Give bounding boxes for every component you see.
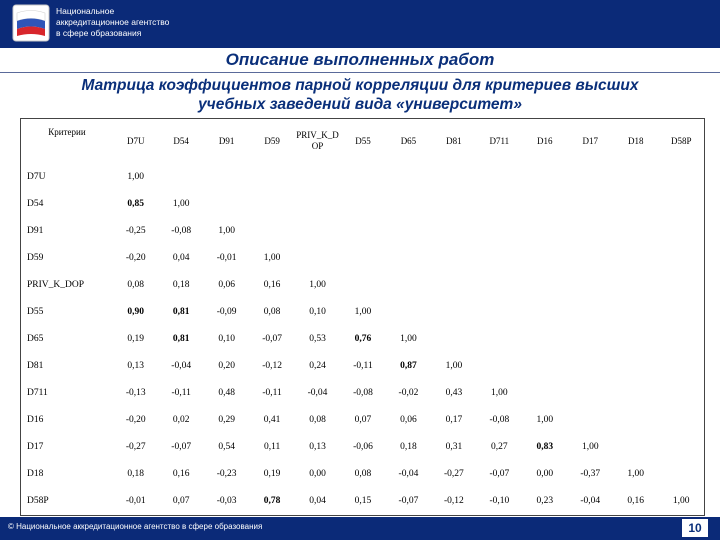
org-line-3: в сфере образования <box>56 28 142 38</box>
table-cell: 0,06 <box>400 415 417 426</box>
table-cell: 0,13 <box>309 442 326 453</box>
table-cell <box>431 325 476 352</box>
header-bar <box>0 0 720 48</box>
table-cell <box>613 325 658 352</box>
table-row <box>21 298 704 325</box>
table-header-row <box>21 119 704 163</box>
row-label: D16 <box>27 415 44 426</box>
table-cell <box>477 352 522 379</box>
table-cell: 0,76 <box>354 333 372 344</box>
table-cell <box>158 163 203 190</box>
table-cell: 0,08 <box>309 415 326 426</box>
table-cell: 0,04 <box>172 252 190 263</box>
table-cell: -0,08 <box>171 225 192 236</box>
table-cell: 0,08 <box>354 469 372 480</box>
table-cell <box>568 271 613 298</box>
table-cell: -0,01 <box>216 252 237 263</box>
table-cell: -0,08 <box>489 415 510 426</box>
organization-name <box>56 6 169 39</box>
table-cell <box>477 163 522 190</box>
table-cell <box>295 217 340 244</box>
table-cell <box>340 244 385 271</box>
table-cell <box>522 298 567 325</box>
table-cell <box>477 325 522 352</box>
row-label: D55 <box>27 306 44 317</box>
table-cell <box>522 380 567 407</box>
table-cell: 0,43 <box>445 388 463 399</box>
table-cell <box>658 217 704 244</box>
table-cell <box>477 217 522 244</box>
table-cell: -0,08 <box>353 388 373 399</box>
table-cell: 1,00 <box>491 388 508 399</box>
table-cell: -0,04 <box>398 469 419 480</box>
table-cell <box>613 352 658 379</box>
table-cell: -0,07 <box>171 442 192 453</box>
table-cell: 0,53 <box>309 333 326 344</box>
table-cell <box>431 244 476 271</box>
table-cell <box>568 325 613 352</box>
matrix-title <box>20 76 700 114</box>
table-cell <box>431 163 476 190</box>
table-cell: 0,27 <box>491 442 508 453</box>
table-cell: 0,10 <box>309 306 326 317</box>
table-cell <box>658 163 704 190</box>
table-cell <box>340 217 385 244</box>
table-cell: 0,81 <box>172 333 190 344</box>
table-cell: 1,00 <box>400 333 417 344</box>
table-cell: 0,07 <box>354 415 372 426</box>
row-label: D81 <box>27 360 44 371</box>
table-cell <box>658 325 704 352</box>
table-cell <box>658 190 704 217</box>
table-cell: 0,18 <box>400 442 417 453</box>
column-header: D54 <box>173 136 189 146</box>
table-cell <box>295 163 340 190</box>
correlation-table <box>20 118 705 516</box>
table-cell <box>477 244 522 271</box>
table-cell: 0,20 <box>218 360 235 371</box>
table-cell <box>204 163 249 190</box>
table-cell <box>568 407 613 434</box>
section-header <box>0 48 720 73</box>
table-cell: -0,27 <box>125 442 146 453</box>
table-cell <box>249 190 294 217</box>
table-cell: 0,85 <box>127 198 145 209</box>
table-cell: 0,81 <box>172 306 190 317</box>
table-cell <box>477 271 522 298</box>
table-cell: -0,11 <box>262 388 282 399</box>
column-header: D81 <box>446 136 462 146</box>
table-cell <box>249 163 294 190</box>
table-cell: -0,13 <box>125 388 146 399</box>
row-label: D18 <box>27 469 44 480</box>
table-cell: 1,00 <box>536 415 554 426</box>
table-cell <box>386 190 431 217</box>
table-cell: 0,06 <box>218 279 235 290</box>
table-cell: 0,16 <box>627 496 645 507</box>
table-cell <box>386 244 431 271</box>
table-cell: 0,08 <box>127 279 145 290</box>
table-row <box>21 461 704 488</box>
table-row <box>21 488 704 515</box>
table-cell <box>477 298 522 325</box>
table-cell: -0,25 <box>125 225 146 236</box>
table-cell: 0,29 <box>218 415 235 426</box>
table-cell: 1,00 <box>445 360 463 371</box>
table-cell <box>613 407 658 434</box>
footer-copyright: © Национальное аккредитационное агентство в сфере образования <box>8 522 263 531</box>
row-label: PRIV_K_DOP <box>27 279 85 290</box>
table-cell <box>386 217 431 244</box>
table-cell <box>658 352 704 379</box>
row-label: D7U <box>27 171 46 182</box>
table-cell <box>658 298 704 325</box>
table-cell: -0,07 <box>489 469 510 480</box>
table-cell <box>295 244 340 271</box>
table-cell <box>431 190 476 217</box>
table-cell <box>340 271 385 298</box>
table-cell <box>522 190 567 217</box>
table-cell <box>568 244 613 271</box>
table-row <box>21 325 704 352</box>
table-cell: 0,41 <box>263 415 281 426</box>
table-cell: 0,54 <box>218 442 235 453</box>
table-cell <box>613 190 658 217</box>
table-cell <box>568 217 613 244</box>
org-line-1: Национальное <box>56 6 115 16</box>
table-cell <box>522 352 567 379</box>
table-cell <box>431 217 476 244</box>
table-row <box>21 380 704 407</box>
table-cell: -0,01 <box>125 496 146 507</box>
table-cell: 0,24 <box>309 360 326 371</box>
footer-bar <box>0 517 720 540</box>
table-cell: 0,23 <box>536 496 554 507</box>
table-cell: -0,11 <box>353 360 373 371</box>
table-cell: -0,04 <box>171 360 192 371</box>
table-cell <box>568 298 613 325</box>
table-cell: -0,06 <box>353 442 373 453</box>
column-header: D16 <box>537 136 553 146</box>
table-cell <box>658 407 704 434</box>
table-cell <box>613 271 658 298</box>
table-row <box>21 434 704 461</box>
table-cell: 0,16 <box>172 469 190 480</box>
org-line-2: аккредитационное агентство <box>56 17 170 27</box>
table-cell <box>386 163 431 190</box>
column-header: D7U <box>126 136 145 146</box>
table-cell <box>522 244 567 271</box>
table-cell <box>568 380 613 407</box>
table-cell <box>658 271 704 298</box>
page-number: 10 <box>682 519 708 537</box>
table-row <box>21 163 704 190</box>
table-cell: 0,87 <box>400 360 417 371</box>
column-header: D18 <box>627 136 644 146</box>
table-cell <box>613 163 658 190</box>
table-cell <box>613 434 658 461</box>
column-header: D58P <box>670 136 692 146</box>
table-cell: -0,37 <box>580 469 601 480</box>
matrix-title-line-1: Матрица коэффициентов парной корреляции для критериев высших <box>81 77 639 94</box>
table-cell: 0,04 <box>309 496 326 507</box>
table-cell: 0,13 <box>127 360 145 371</box>
table-cell <box>386 271 431 298</box>
table-cell: 1,00 <box>127 171 145 182</box>
table-cell <box>613 380 658 407</box>
table-cell: 0,00 <box>309 469 326 480</box>
table-cell: 0,02 <box>172 415 190 426</box>
column-header: D65 <box>400 136 417 146</box>
row-label: D711 <box>27 388 48 399</box>
table-cell: 0,48 <box>218 388 235 399</box>
table-cell <box>568 352 613 379</box>
table-cell: -0,04 <box>307 388 328 399</box>
table-cell: -0,07 <box>398 496 419 507</box>
table-cell: 0,17 <box>445 415 463 426</box>
table-row <box>21 271 704 298</box>
table-cell: -0,23 <box>216 469 237 480</box>
section-title: Описание выполненных работ <box>225 50 495 69</box>
matrix-title-line-2: учебных заведений вида «университет» <box>198 96 522 113</box>
table-cell: 0,10 <box>218 333 235 344</box>
column-header: D55 <box>355 136 371 146</box>
row-label: D17 <box>27 442 44 453</box>
table-row <box>21 190 704 217</box>
table-cell <box>295 190 340 217</box>
table-cell: 0,18 <box>172 279 190 290</box>
table-cell: -0,04 <box>580 496 601 507</box>
column-header: D59 <box>264 136 280 146</box>
table-cell <box>340 163 385 190</box>
agency-logo-icon <box>12 4 50 42</box>
table-cell: 0,18 <box>127 469 145 480</box>
table-cell: 0,31 <box>445 442 463 453</box>
table-cell: 1,00 <box>581 442 599 453</box>
table-cell: -0,03 <box>216 496 237 507</box>
table-cell: -0,11 <box>171 388 191 399</box>
table-cell: 0,83 <box>536 442 554 453</box>
table-row <box>21 217 704 244</box>
table-cell <box>522 163 567 190</box>
table-cell <box>658 434 704 461</box>
row-label: D54 <box>27 198 44 209</box>
table-cell: 0,00 <box>536 469 554 480</box>
table-cell: 0,11 <box>263 442 281 453</box>
table-cell: -0,12 <box>444 496 464 507</box>
table-cell <box>658 380 704 407</box>
table-cell <box>431 271 476 298</box>
table-cell: 0,15 <box>354 496 372 507</box>
table-cell: 0,19 <box>127 333 145 344</box>
table-cell <box>613 217 658 244</box>
table-cell: 0,07 <box>172 496 190 507</box>
table-cell: 1,00 <box>627 469 645 480</box>
table-cell <box>340 190 385 217</box>
table-cell <box>613 298 658 325</box>
table-cell: 0,08 <box>263 306 281 317</box>
corner-label: Критерии <box>48 127 86 137</box>
table-cell <box>477 190 522 217</box>
table-cell: 1,00 <box>672 496 690 507</box>
table-cell: -0,12 <box>262 360 282 371</box>
table-cell <box>568 163 613 190</box>
table-cell: -0,10 <box>489 496 510 507</box>
table-cell: 0,19 <box>263 469 281 480</box>
table-cell: 1,00 <box>172 198 190 209</box>
table-cell: 0,16 <box>263 279 281 290</box>
table-cell: -0,07 <box>262 333 282 344</box>
row-label: D91 <box>27 225 44 236</box>
table-cell: -0,20 <box>125 252 146 263</box>
correlation-matrix <box>21 119 704 515</box>
table-cell: -0,27 <box>444 469 464 480</box>
table-cell <box>568 190 613 217</box>
row-label: D65 <box>27 333 44 344</box>
table-cell <box>431 298 476 325</box>
column-header: D91 <box>218 136 235 146</box>
table-row <box>21 407 704 434</box>
table-row <box>21 244 704 271</box>
table-cell <box>658 461 704 488</box>
table-cell: -0,09 <box>216 306 237 317</box>
table-cell <box>522 217 567 244</box>
table-row <box>21 352 704 379</box>
table-cell: -0,02 <box>398 388 419 399</box>
table-cell <box>522 271 567 298</box>
table-cell: 1,00 <box>309 279 326 290</box>
column-header: D711 <box>489 136 510 146</box>
table-cell: 0,78 <box>263 496 281 507</box>
table-cell: 1,00 <box>218 225 235 236</box>
column-header: D17 <box>582 136 598 146</box>
table-cell: 1,00 <box>263 252 281 263</box>
column-header: PRIV_K_DOP <box>296 130 339 151</box>
table-cell <box>249 217 294 244</box>
table-cell: -0,20 <box>125 415 146 426</box>
row-label: D58P <box>27 496 49 507</box>
table-cell <box>386 298 431 325</box>
row-label: D59 <box>27 252 44 263</box>
table-cell <box>204 190 249 217</box>
table-cell <box>658 244 704 271</box>
table-cell: 1,00 <box>354 306 372 317</box>
table-cell <box>522 325 567 352</box>
table-cell <box>613 244 658 271</box>
table-cell: 0,90 <box>127 306 145 317</box>
